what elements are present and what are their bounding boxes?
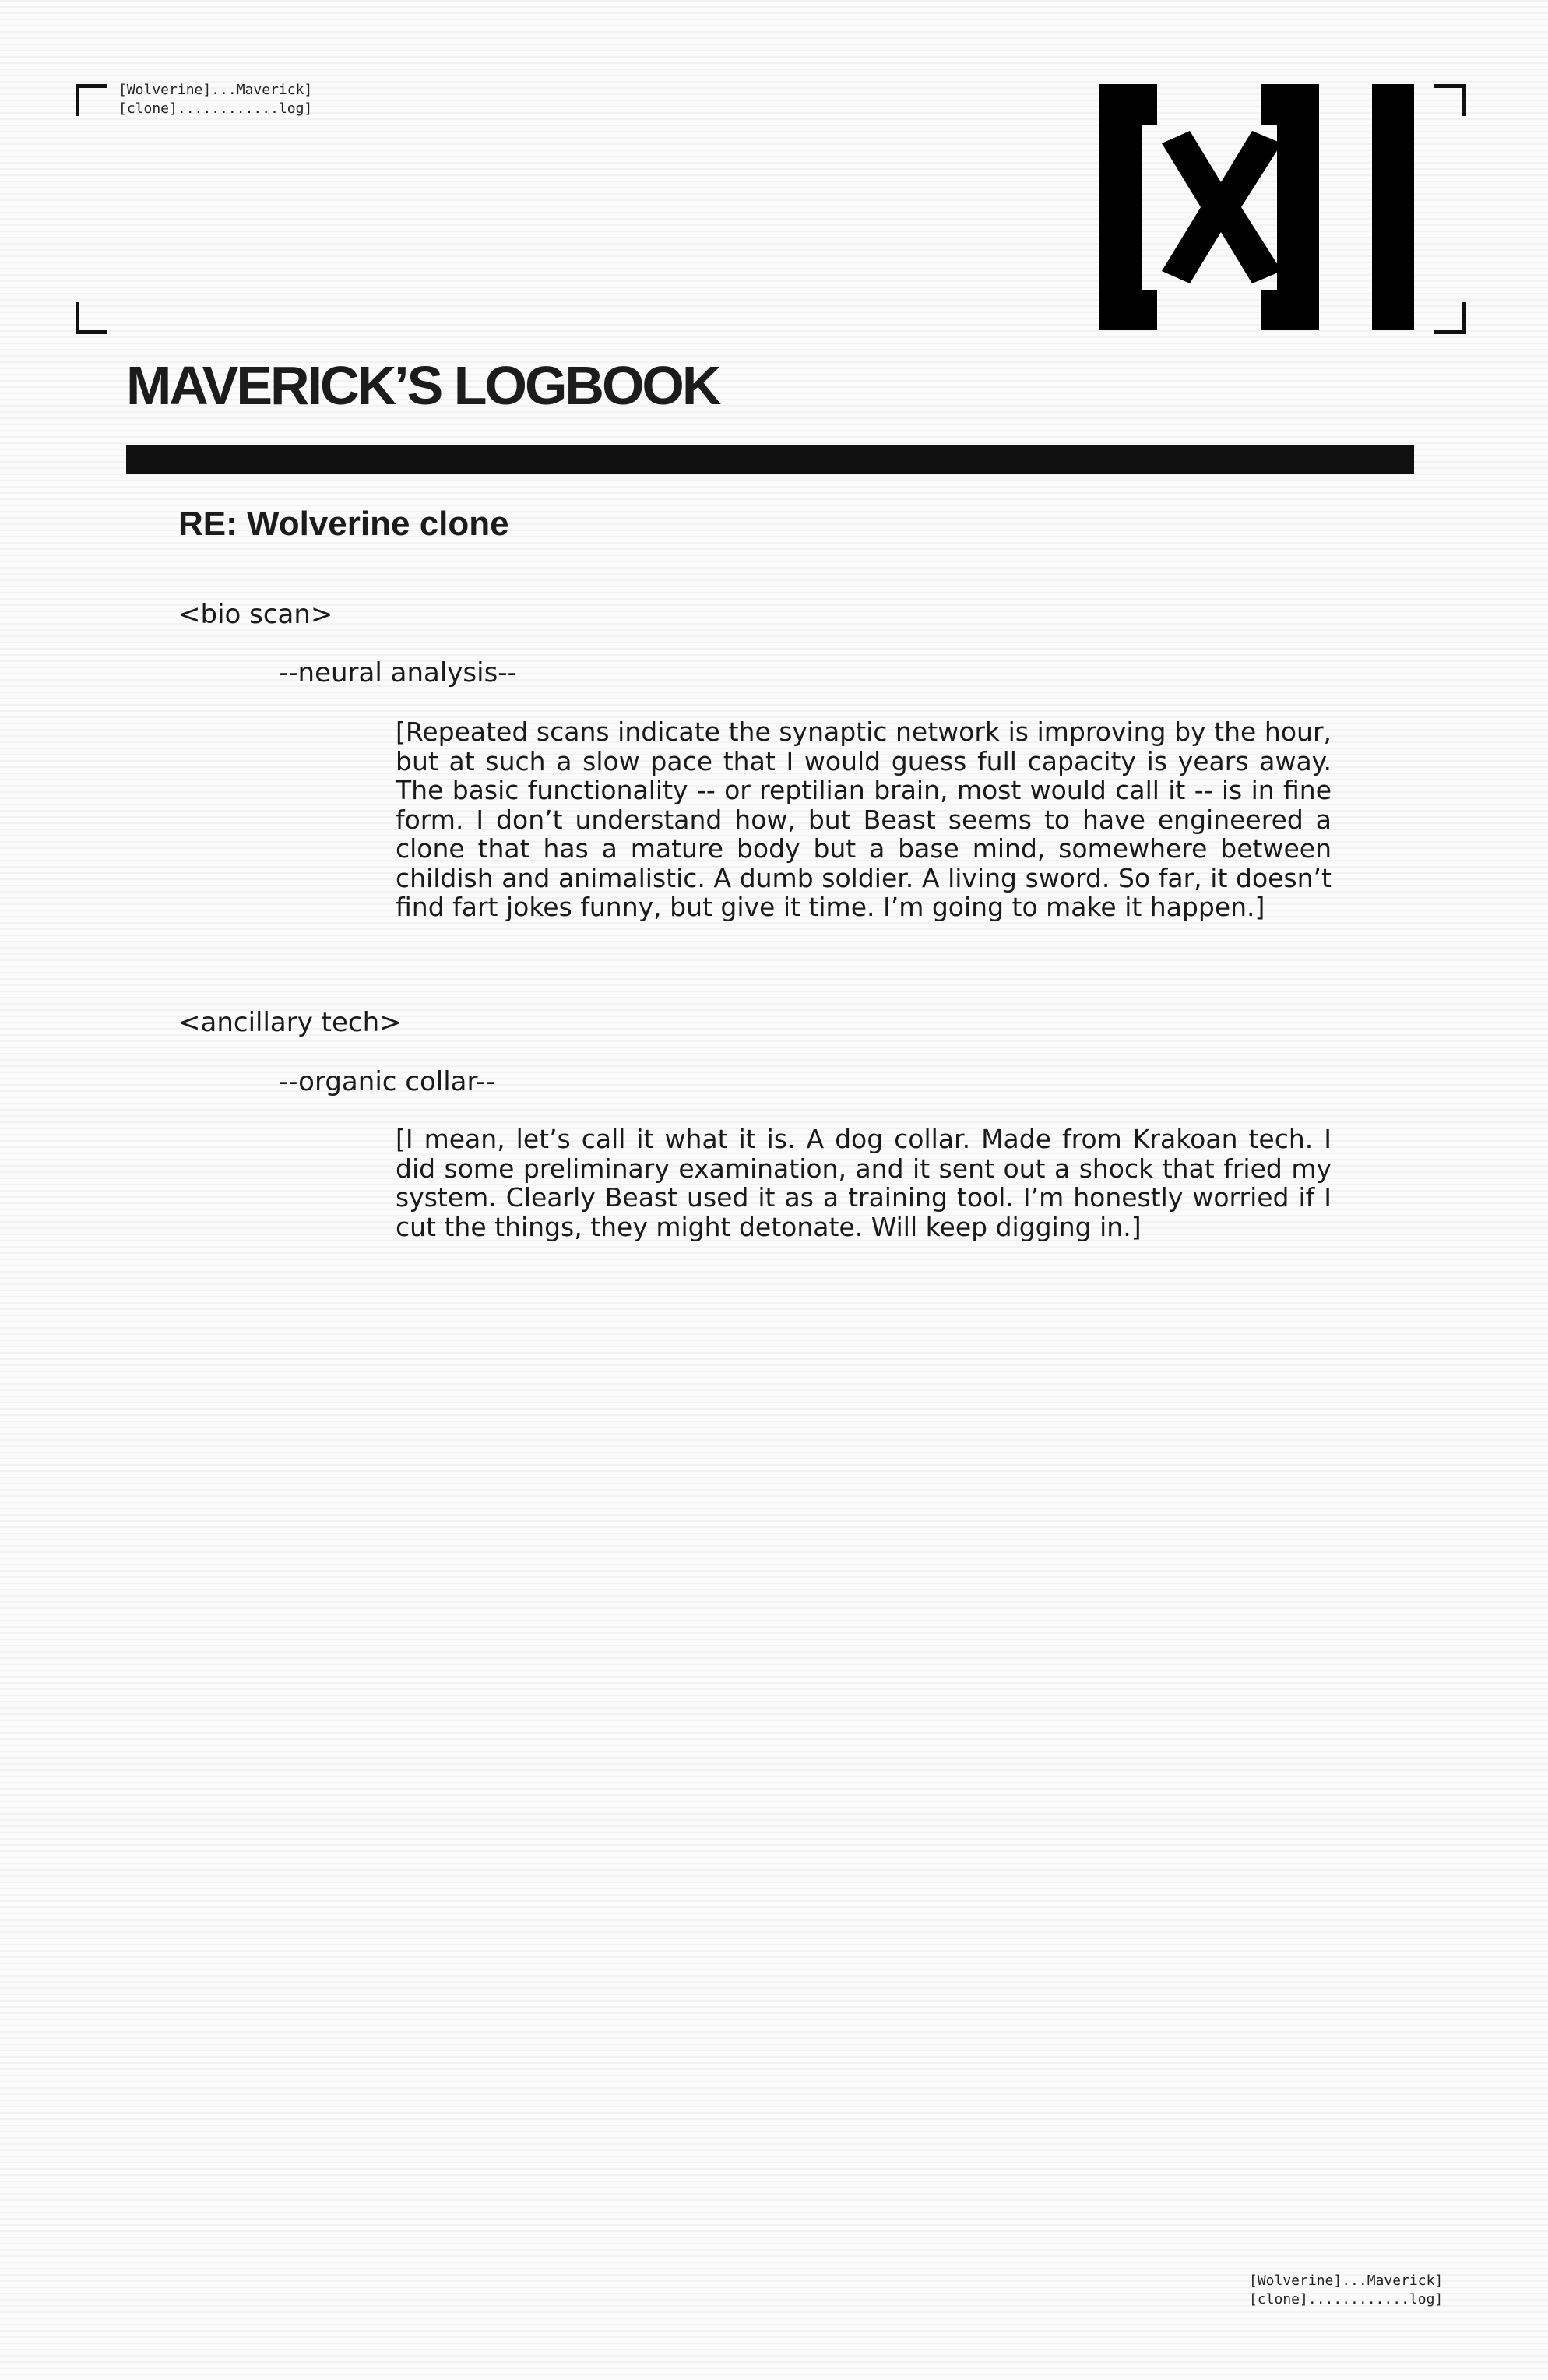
sub-label-neural-analysis: --neural analysis-- — [279, 657, 517, 688]
title-divider — [126, 445, 1414, 474]
footer-file-tag — [1249, 2272, 1443, 2309]
subject-line: RE: Wolverine clone — [178, 505, 509, 543]
log-entry-organic-collar: [I mean, let’s call it what it is. A dog collar. Made from Krakoan tech. I did some preliminary examination, and it sent out a shock that fried my system. Clearly Beast used it as a training tool. I’m honestly worried if I cut the things, they might detonate. Will keep digging in.] — [396, 1124, 1332, 1242]
header-tag-line-2: [clone]............log] — [118, 100, 313, 117]
footer-tag-line-1: [Wolverine]...Maverick] — [1249, 2273, 1444, 2289]
footer-tag-line-2: [clone]............log] — [1249, 2291, 1444, 2308]
crop-mark-bottom-right — [1434, 302, 1466, 334]
header-file-tag — [118, 81, 312, 118]
sub-label-organic-collar: --organic collar-- — [279, 1066, 495, 1097]
x-bracket-logo-icon — [1099, 84, 1414, 330]
crop-mark-top-left — [76, 84, 107, 116]
header-tag-line-1: [Wolverine]...Maverick] — [118, 82, 313, 98]
section-label-bio-scan: <bio scan> — [178, 599, 333, 630]
page-title: MAVERICK’S LOGBOOK — [126, 355, 719, 416]
crop-mark-bottom-left — [76, 302, 107, 334]
log-entry-neural-analysis: [Repeated scans indicate the synaptic network is improving by the hour, but at such a slow pace that I would guess full capacity is years away. The basic functionality -- or reptilian brain, most would call it -- is in fine form. I don’t understand how, but Beast seems to have engineered a clone that has a mature body but a base mind, somewhere between childish and animalistic. A dumb soldier. A living sword. So far, it doesn’t find fart jokes funny, but give it time. I’m going to make it happen.] — [396, 716, 1332, 922]
crop-mark-top-right — [1434, 84, 1466, 116]
section-label-ancillary-tech: <ancillary tech> — [178, 1007, 402, 1038]
